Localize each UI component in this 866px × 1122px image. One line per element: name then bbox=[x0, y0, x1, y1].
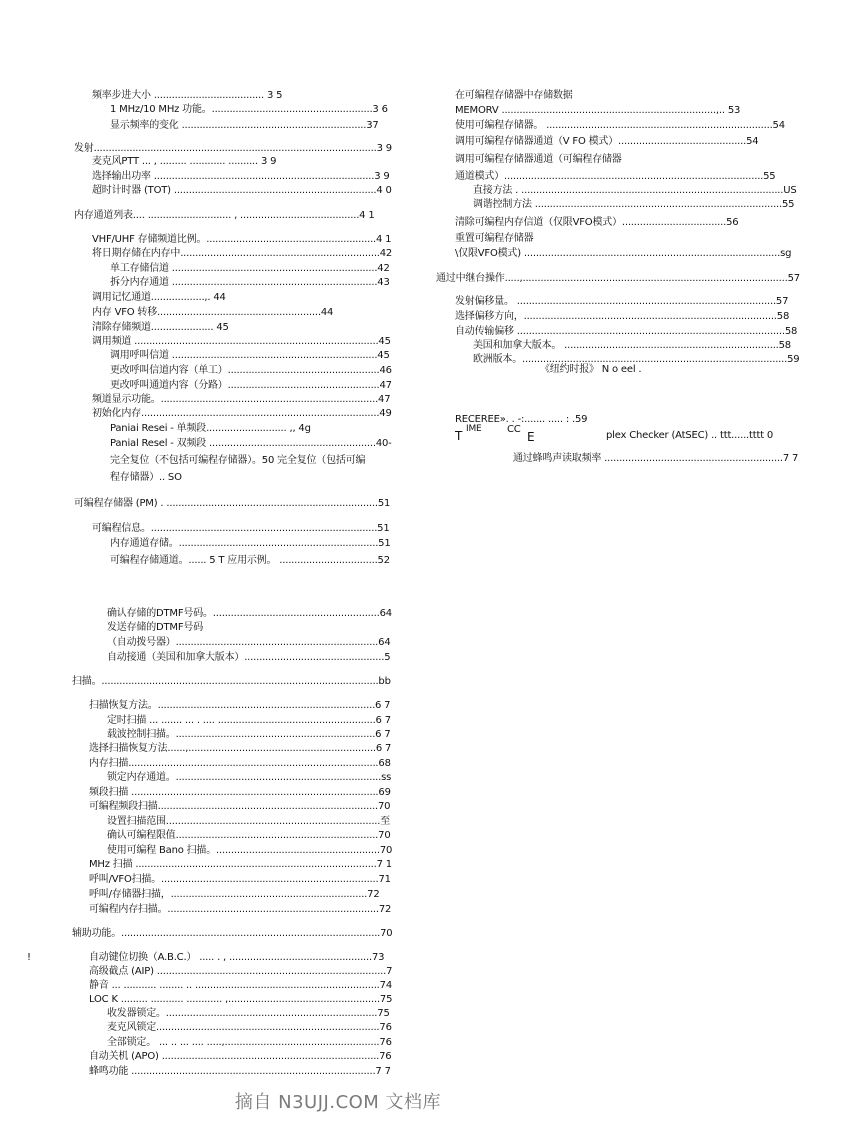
toc-entry: 呼叫/存储器扫描，..................................................................72 bbox=[89, 889, 380, 900]
toc-entry: 通道模式）.......................................................................................55 bbox=[455, 171, 776, 182]
toc-entry: 更改呼叫信道内容（单工）...................................................46 bbox=[110, 365, 392, 376]
toc-entry: 可编程信息。............................................................................51 bbox=[92, 523, 390, 534]
toc-entry: 可编程频段扫描..........................................................................70 bbox=[89, 801, 391, 812]
toc-entry: 自动关机 (APO) .........................................................................76 bbox=[89, 1051, 392, 1062]
toc-entry: 调用记忆通道..................,. 44 bbox=[92, 292, 226, 303]
toc-entry: 显示频率的变化 ..............................................................37 bbox=[110, 120, 379, 131]
toc-entry: 1 MHz/10 MHz 功能。......................................................3 6 bbox=[110, 104, 388, 115]
toc-entry: 在可编程存储器中存储数据 bbox=[455, 90, 573, 101]
toc-entry: 使用可编程存储器。 ............................................................................54 bbox=[455, 120, 785, 131]
toc-entry: 定时扫描 ... ....... ... . .... .....................................................6 7 bbox=[107, 715, 391, 726]
toc-entry: Panial Resel - 双频段 ........................................................40- bbox=[110, 438, 392, 449]
toc-entry: 程存储器）.. SO bbox=[110, 472, 182, 483]
toc-section: 通过中继台操作.....,.........................................................................................57 bbox=[436, 273, 800, 284]
toc-entry: 使用可编程 Bano 扫描。.......................................................70 bbox=[107, 845, 393, 856]
toc-entry: 直接方法 . ........................................................................................US bbox=[473, 185, 797, 196]
toc-entry: 调用可编程存储器通道（可编程存储器 bbox=[455, 154, 622, 165]
toc-entry: 发射偏移量。 .......................................................................................57 bbox=[455, 296, 789, 307]
toc-entry: 重置可编程存储器 bbox=[455, 233, 534, 244]
toc-entry: LOC K ......... ........... ............ ,...................................................75 bbox=[89, 994, 393, 1005]
toc-entry: 更改呼叫通道内容（分路）...................................................47 bbox=[110, 380, 392, 391]
toc-section: 扫描。.............................................................................................bb bbox=[72, 676, 391, 687]
toc-entry: 内存通道存储。...................................................................51 bbox=[110, 538, 391, 549]
toc-entry: 麦克风PTT ... , ......... ............ .......... 3 9 bbox=[92, 156, 277, 167]
toc-entry: 频道显示功能。.........................................................................47 bbox=[92, 394, 391, 405]
toc-entry: 超时计时器 (TOT) ....................................................................4 0 bbox=[92, 185, 392, 196]
toc-entry: 选择扫描恢复方法......,...............................................................6 7 bbox=[89, 743, 392, 754]
toc-entry: plex Checker (AtSEC) .. ttt......tttt 0 bbox=[606, 430, 774, 441]
toc-entry: 确认存储的DTMF号码。........................................................64 bbox=[107, 608, 392, 619]
toc-entry: 扫描恢复方法。.........................................................................6 7 bbox=[89, 700, 391, 711]
toc-entry: CC bbox=[507, 424, 521, 435]
toc-entry: 麦克风锁定...........................................................................76 bbox=[107, 1022, 392, 1033]
toc-entry: 自动键位切换（A.B.C.） ..... . , ................................................73 bbox=[89, 952, 385, 963]
toc-entry: 频段扫描 ...................................................................................69 bbox=[89, 787, 391, 798]
toc-section: 发射...............................................................................................3 9 bbox=[74, 143, 392, 154]
toc-entry: VHF/UHF 存储频道比例。.........................................................4 1 bbox=[92, 234, 392, 245]
toc-entry: 调谐控制方法 ...................................................................................55 bbox=[473, 199, 795, 210]
toc-entry: （自动拨号器）....................................................................64 bbox=[107, 637, 391, 648]
toc-entry: 锁定内存通道。.....................................................................ss bbox=[107, 772, 392, 783]
toc-entry: 可编程内存扫描。.......................................................................72 bbox=[89, 904, 392, 915]
toc-entry: 美国和加拿大版本。 ........................................................................58 bbox=[473, 340, 791, 351]
toc-entry: IME bbox=[466, 424, 482, 434]
toc-entry: 清除可编程内存信道（仅限VFO模式）...................................56 bbox=[455, 217, 739, 228]
toc-entry: 高级截点 (AIP) .............................................................................7 bbox=[89, 966, 393, 977]
toc-entry: E bbox=[527, 430, 535, 444]
toc-entry: 内存 VFO 转移.......................................................44 bbox=[92, 307, 334, 318]
toc-entry: 选择输出功率 ..........................................................................3 9 bbox=[92, 171, 390, 182]
toc-entry: 调用频道 ..................................................................................45 bbox=[92, 336, 391, 347]
toc-entry: 完全复位（不包括可编程存储器）。50 完全复位（包括可编 bbox=[110, 455, 366, 466]
margin-mark: ! bbox=[27, 952, 32, 963]
toc-entry: 调用呼叫信道 .....................................................................45 bbox=[110, 350, 390, 361]
toc-entry: 欧洲版本。.........................................................................................59 bbox=[473, 354, 800, 365]
toc-entry: 将日期存储在内存中...................................................................42 bbox=[92, 248, 393, 259]
toc-entry: 选择偏移方向，.....................................................................................58 bbox=[455, 311, 790, 322]
toc-entry: 频率步进大小 ..................................... 3 5 bbox=[92, 90, 283, 101]
toc-entry: 确认可编程限值....................................................................70 bbox=[107, 830, 391, 841]
toc-entry: 初始化内存................................................................................49 bbox=[92, 408, 392, 419]
toc-entry: MEMORV ........................................................................,.. 53 bbox=[455, 105, 741, 116]
toc-entry: 单工存储信道 .....................................................................42 bbox=[110, 263, 390, 274]
toc-entry: 拆分内存通道 .....................................................................43 bbox=[110, 277, 390, 288]
toc-entry: 清除存储频道..................... 45 bbox=[92, 322, 229, 333]
toc-entry: Paniai Resei - 单频段........................... ,, 4g bbox=[110, 423, 311, 434]
toc-section: 内存通道列表.... ............................ , ........................................4 1 bbox=[74, 210, 375, 221]
toc-entry: 《纽约时报》 N o eel . bbox=[540, 364, 642, 375]
toc-section: 可编程存储器 (PM) . .......................................................................51 bbox=[74, 498, 391, 509]
footer-watermark: 摘自 N3UJJ.COM 文档库 bbox=[234, 1092, 442, 1113]
toc-entry: 内存扫描....................................................................................68 bbox=[89, 758, 391, 769]
toc-entry: 通过蜂鸣声读取频率 ............................................................7 7 bbox=[513, 453, 799, 464]
toc-entry: T bbox=[455, 429, 463, 443]
toc-entry: 呼叫/VFO扫描。.........................................................................71 bbox=[89, 874, 391, 885]
toc-entry: 可编程存储通道。...... 5 T 应用示例。 .................................52 bbox=[110, 555, 390, 566]
toc-entry: RECEREE». . -:....... ..... : .59 bbox=[455, 414, 588, 425]
toc-entry: MHz 扫描 .................................................................................7 1 bbox=[89, 859, 392, 870]
toc-entry: 收发器锁定。.......................................................................75 bbox=[107, 1008, 390, 1019]
toc-entry: 发送存储的DTMF号码 bbox=[107, 622, 203, 633]
toc-entry: 设置扫描范围........................................................................至 bbox=[107, 816, 391, 827]
toc-entry: 蜂鸣功能 ..................................................................................7 7 bbox=[89, 1066, 391, 1077]
toc-entry: 载波控制扫描。...................................................................6 7 bbox=[107, 729, 391, 740]
toc-entry: 静音 ... ........... ........ .. ..............................................................74 bbox=[89, 980, 392, 991]
toc-section: 辅助功能。.......................................................................................70 bbox=[72, 928, 393, 939]
toc-entry: 调用可编程存储器通道（V FO 模式）...........................................54 bbox=[455, 136, 759, 147]
toc-entry: 自动传输偏移 ..........................................................................................58 bbox=[455, 326, 798, 337]
toc-entry: 全部锁定。 ... .. ... .... .....,....................................................76 bbox=[107, 1037, 392, 1048]
toc-entry: \仅限VFO模式) ......................................................................................sg bbox=[455, 248, 792, 259]
toc-entry: 自动接通（美国和加拿大版本）...............................................5 bbox=[107, 652, 391, 663]
